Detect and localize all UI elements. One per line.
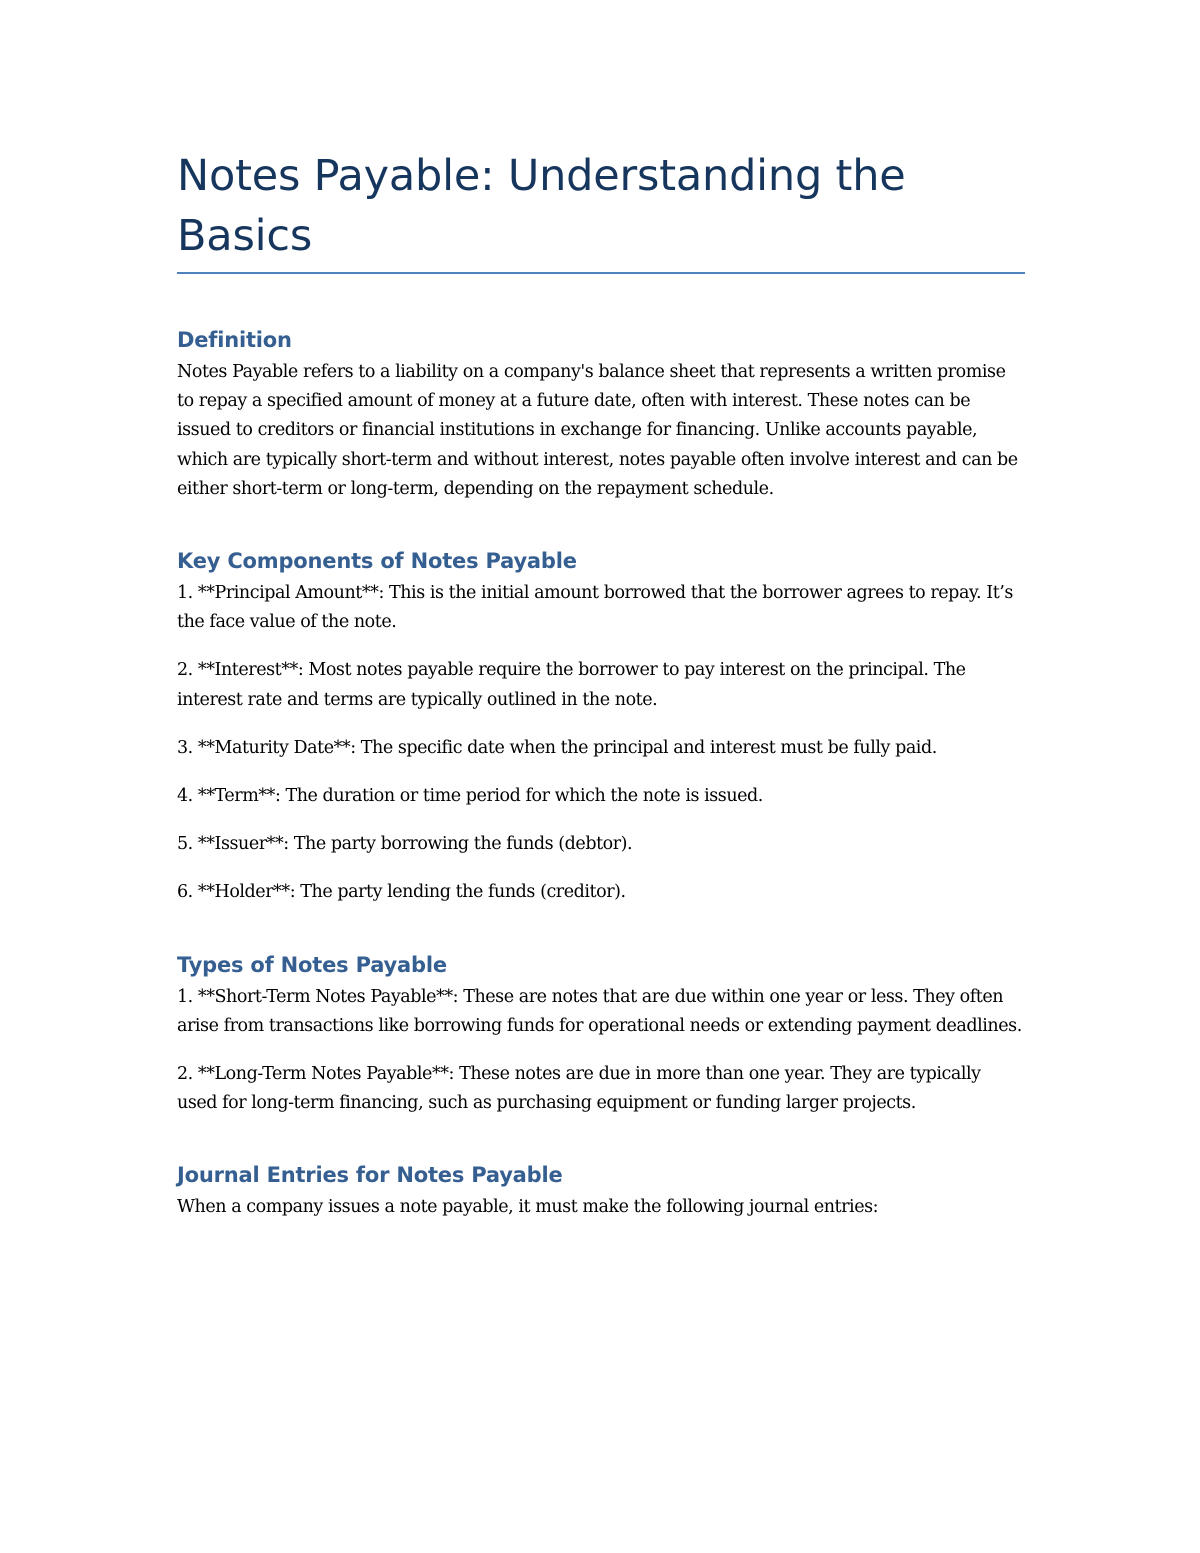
types-section bbox=[177, 950, 1025, 1119]
list-item: 3. **Maturity Date**: The specific date when the principal and interest must be fully paid. bbox=[177, 737, 937, 758]
list-item: 2. **Interest**: Most notes payable require the borrower to pay interest on the principal. The interest rate and terms are typically outlined in the note. bbox=[177, 660, 966, 710]
key-components-section bbox=[177, 546, 1025, 908]
document-content bbox=[177, 146, 1025, 1223]
journal-entries-section bbox=[177, 1160, 1025, 1222]
list-item: 2. **Long-Term Notes Payable**: These notes are due in more than one year. They are typically used for long-term financing, such as purchasing equipment or funding larger projects. bbox=[177, 1064, 981, 1114]
types-heading: Types of Notes Payable bbox=[177, 952, 447, 977]
definition-section bbox=[177, 325, 1025, 504]
key-components-list bbox=[177, 579, 1025, 908]
list-item: 6. **Holder**: The party lending the funds (creditor). bbox=[177, 882, 626, 903]
definition-heading: Definition bbox=[177, 328, 292, 352]
key-components-heading: Key Components of Notes Payable bbox=[177, 549, 577, 574]
list-item: 5. **Issuer**: The party borrowing the funds (debtor). bbox=[177, 834, 633, 855]
journal-entries-paragraph: When a company issues a note payable, it must make the following journal entries: bbox=[177, 1197, 879, 1218]
list-item: 1. **Principal Amount**: This is the initial amount borrowed that the borrower agrees to repay. It’s the face value of the note. bbox=[177, 583, 1013, 633]
definition-paragraph: Notes Payable refers to a liability on a company's balance sheet that represents a written promise to repay a specified amount of money at a future date, often with interest. These notes can be issued to creditors or financial institutions in exchange for financing. Unlike accounts payable, which are typically short-term and without interest, notes payable often involve interest and can be either short-term or long-term, depending on the repayment schedule. bbox=[177, 362, 1018, 499]
list-item: 1. **Short-Term Notes Payable**: These are notes that are due within one year or less. They often arise from transactions like borrowing funds for operational needs or extending payment deadlines. bbox=[177, 986, 1022, 1036]
list-item: 4. **Term**: The duration or time period for which the note is issued. bbox=[177, 786, 763, 807]
journal-entries-heading: Journal Entries for Notes Payable bbox=[177, 1163, 563, 1188]
types-list bbox=[177, 983, 1025, 1119]
document-title: Notes Payable: Understanding the Basics bbox=[177, 146, 1025, 274]
